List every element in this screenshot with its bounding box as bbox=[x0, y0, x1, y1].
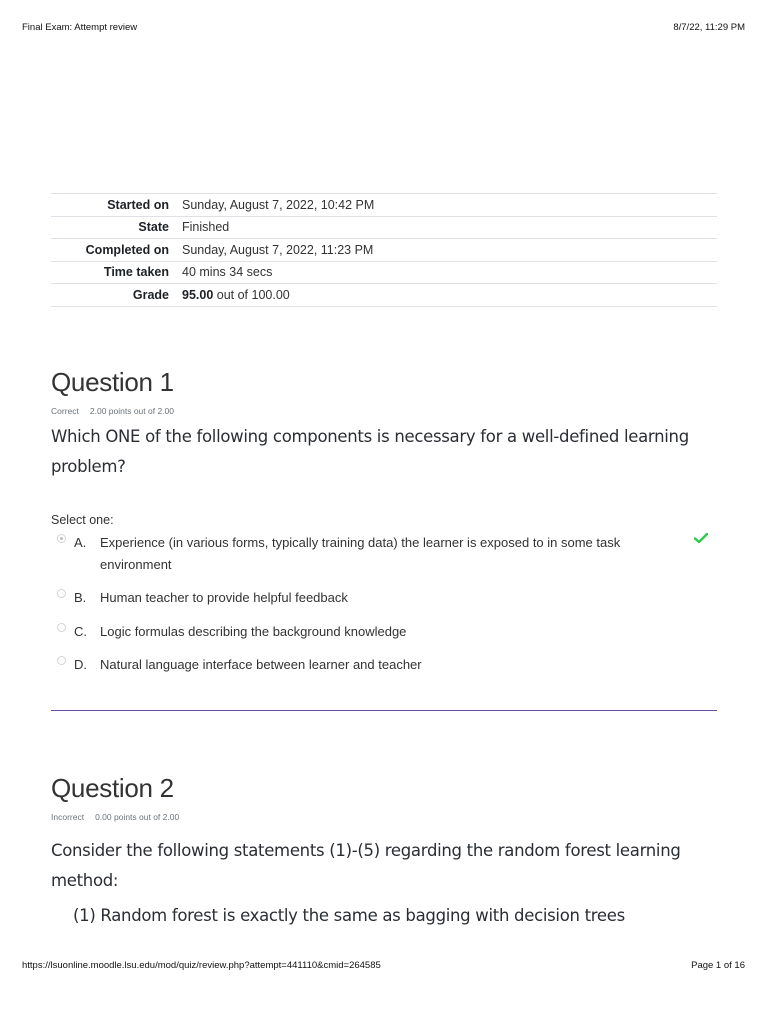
print-footer bbox=[22, 960, 745, 974]
radio-button-selected[interactable] bbox=[57, 534, 66, 543]
grade-label: Grade bbox=[132, 287, 169, 302]
radio-button[interactable] bbox=[57, 623, 66, 632]
question-2-title: Question 2 bbox=[51, 773, 174, 803]
question-1-status bbox=[51, 406, 174, 416]
radio-button[interactable] bbox=[57, 656, 66, 665]
option-letter: D. bbox=[74, 657, 87, 672]
question-2-state: Incorrect bbox=[51, 812, 85, 822]
state-label: State bbox=[138, 220, 169, 235]
grade-total: out of 100.00 bbox=[213, 287, 290, 302]
grade-value bbox=[182, 284, 717, 307]
option-text: Experience (in various forms, typically training data) the learner is exposed to in some task environment bbox=[100, 535, 621, 572]
summary-row-completed bbox=[51, 239, 717, 262]
answer-option-a[interactable] bbox=[57, 532, 657, 576]
summary-row-started bbox=[51, 194, 717, 217]
answer-option-b[interactable] bbox=[57, 587, 657, 609]
started-label: Started on bbox=[107, 197, 169, 212]
option-text: Logic formulas describing the background knowledge bbox=[100, 624, 407, 639]
option-letter: B. bbox=[74, 590, 87, 605]
question-2-statement: (1) Random forest is exactly the same as bagging with decision trees bbox=[73, 906, 625, 925]
question-2-points: 0.00 points out of 2.00 bbox=[95, 812, 180, 822]
time-value: 40 mins 34 secs bbox=[182, 265, 273, 280]
attempt-summary-table bbox=[51, 193, 717, 307]
print-page-number: Page 1 of 16 bbox=[691, 960, 745, 971]
select-one-label: Select one: bbox=[51, 513, 114, 527]
option-letter: C. bbox=[74, 624, 87, 639]
time-label: Time taken bbox=[103, 265, 169, 280]
question-1-text: Which ONE of the following components is necessary for a well-defined learning problem? bbox=[51, 427, 689, 476]
question-2-text: Consider the following statements (1)-(5) regarding the random forest learning method: bbox=[51, 841, 681, 890]
completed-label: Completed on bbox=[85, 242, 169, 257]
print-header bbox=[22, 22, 745, 36]
question-1-title: Question 1 bbox=[51, 367, 174, 397]
state-value: Finished bbox=[182, 220, 230, 235]
radio-button[interactable] bbox=[57, 589, 66, 598]
question-divider bbox=[51, 710, 717, 711]
print-datetime: 8/7/22, 11:29 PM bbox=[673, 22, 745, 33]
answer-option-d[interactable] bbox=[57, 654, 657, 676]
answer-option-c[interactable] bbox=[57, 621, 657, 643]
summary-row-grade bbox=[51, 284, 717, 307]
print-page-title: Final Exam: Attempt review bbox=[22, 22, 138, 33]
started-value: Sunday, August 7, 2022, 10:42 PM bbox=[182, 197, 375, 212]
summary-row-time bbox=[51, 261, 717, 284]
option-letter: A. bbox=[74, 535, 87, 550]
option-text: Natural language interface between learner and teacher bbox=[100, 657, 422, 672]
question-2-status bbox=[51, 812, 179, 822]
grade-score: 95.00 bbox=[182, 287, 214, 302]
completed-value: Sunday, August 7, 2022, 11:23 PM bbox=[182, 242, 374, 257]
print-url: https://lsuonline.moodle.lsu.edu/mod/quiz/review.php?attempt=441110&cmid=264585 bbox=[22, 960, 381, 971]
question-1-points: 2.00 points out of 2.00 bbox=[89, 406, 174, 416]
check-icon bbox=[694, 532, 708, 544]
question-1-state: Correct bbox=[51, 406, 79, 416]
summary-row-state bbox=[51, 216, 717, 239]
option-text: Human teacher to provide helpful feedback bbox=[100, 590, 348, 605]
